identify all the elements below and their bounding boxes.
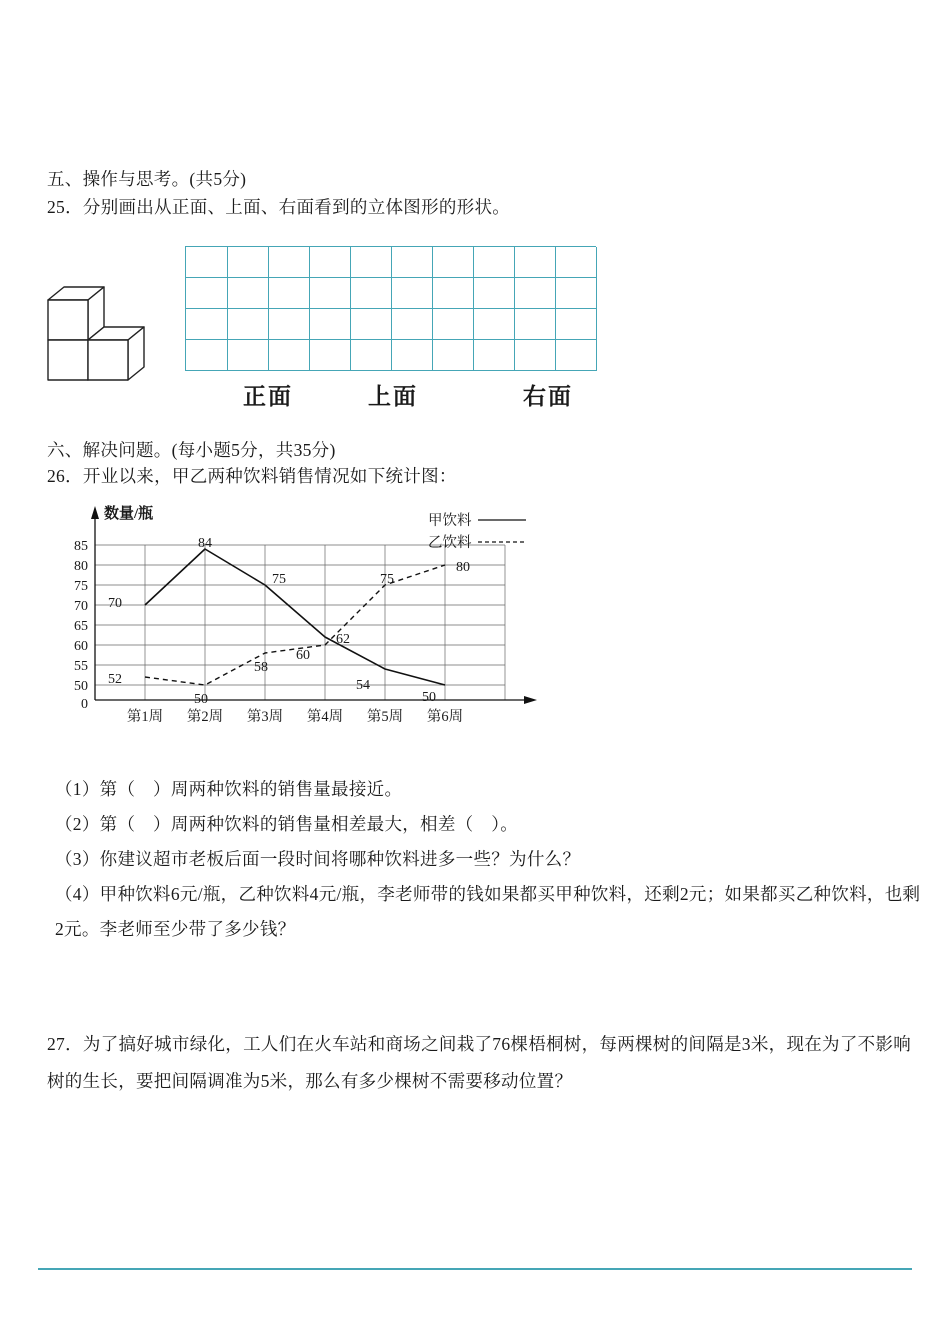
svg-text:54: 54 <box>356 678 370 693</box>
grid-cell <box>391 278 433 309</box>
svg-text:58: 58 <box>254 660 268 675</box>
grid-cell <box>391 309 433 340</box>
grid-cell <box>268 278 310 309</box>
svg-text:70: 70 <box>108 596 122 611</box>
grid-cell <box>391 247 433 278</box>
sales-chart <box>50 495 550 745</box>
subquestion-4: （4）甲种饮料6元/瓶，乙种饮料4元/瓶，李老师带的钱如果都买甲种饮料，还剩2元；如果都买乙种饮料，也剩2元。李老师至少带了多少钱？ <box>55 884 921 939</box>
svg-text:65: 65 <box>74 619 88 634</box>
grid-cell <box>432 247 474 278</box>
grid-cell <box>555 278 597 309</box>
question-27-text: 27．为了搞好城市绿化，工人们在火车站和商场之间栽了76棵梧桐树，每两棵树的间隔是3米，现在为了不影响树的生长，要把间隔调准为5米，那么有多少棵树不需要移动位置？ <box>47 1034 912 1091</box>
svg-text:第1周: 第1周 <box>126 709 164 725</box>
svg-text:70: 70 <box>74 599 88 614</box>
grid-cell <box>227 309 269 340</box>
cube-figure <box>38 272 156 390</box>
view-label-front: 正面 <box>243 384 293 409</box>
grid-cell <box>514 309 556 340</box>
cube-front-face <box>48 300 88 340</box>
grid-cell <box>473 340 515 371</box>
svg-text:乙饮料: 乙饮料 <box>428 535 472 551</box>
grid-cell <box>186 247 228 278</box>
svg-text:60: 60 <box>296 648 310 663</box>
subquestion-2: （2）第（ ）周两种饮料的销售量相差最大，相差（ ）。 <box>55 814 519 834</box>
grid-cell <box>268 309 310 340</box>
view-label-right: 右面 <box>523 384 573 409</box>
grid-cell <box>350 247 392 278</box>
grid-cell <box>309 278 351 309</box>
svg-text:75: 75 <box>74 579 88 594</box>
svg-text:62: 62 <box>336 632 350 647</box>
grid-cell <box>514 340 556 371</box>
grid-cell <box>268 340 310 371</box>
svg-text:第4周: 第4周 <box>306 709 344 725</box>
question-26-subquestions <box>55 772 923 947</box>
grid-cell <box>432 340 474 371</box>
svg-text:50: 50 <box>74 679 88 694</box>
view-label-top: 上面 <box>368 384 418 409</box>
question-25-text: 25．分别画出从正面、上面、右面看到的立体图形的形状。 <box>47 197 511 217</box>
svg-text:85: 85 <box>74 539 88 554</box>
grid-cell <box>227 340 269 371</box>
grid-cell <box>186 278 228 309</box>
grid-cell <box>473 278 515 309</box>
svg-text:50: 50 <box>194 692 208 707</box>
grid-cell <box>268 247 310 278</box>
grid-cell <box>186 309 228 340</box>
svg-text:第5周: 第5周 <box>366 709 404 725</box>
svg-text:第3周: 第3周 <box>246 709 284 725</box>
svg-text:第2周: 第2周 <box>186 709 224 725</box>
grid-cell <box>391 340 433 371</box>
section5-heading: 五、操作与思考。(共5分) <box>47 169 247 189</box>
svg-text:50: 50 <box>422 690 436 705</box>
grid-cell <box>309 247 351 278</box>
grid-cell <box>227 247 269 278</box>
grid-cell <box>309 309 351 340</box>
svg-text:84: 84 <box>198 536 212 551</box>
svg-text:75: 75 <box>380 572 394 587</box>
svg-text:52: 52 <box>108 672 122 687</box>
grid-cell <box>350 278 392 309</box>
svg-text:80: 80 <box>74 559 88 574</box>
page-bottom-rule <box>38 1268 912 1270</box>
cube-front-face <box>48 340 88 380</box>
grid-cell <box>555 247 597 278</box>
question-26-text: 26．开业以来，甲乙两种饮料销售情况如下统计图： <box>47 466 457 486</box>
grid-cell <box>555 340 597 371</box>
grid-cell <box>473 247 515 278</box>
section6-heading: 六、解决问题。(每小题5分，共35分) <box>47 440 336 460</box>
svg-text:0: 0 <box>81 697 88 712</box>
svg-text:第6周: 第6周 <box>426 709 464 725</box>
grid-cell <box>514 247 556 278</box>
svg-text:75: 75 <box>272 572 286 587</box>
grid-cell <box>350 340 392 371</box>
svg-text:数量/瓶: 数量/瓶 <box>104 506 154 522</box>
grid-cell <box>350 309 392 340</box>
svg-text:55: 55 <box>74 659 88 674</box>
subquestion-3: （3）你建议超市老板后面一段时间将哪种饮料进多一些？为什么？ <box>55 849 581 869</box>
svg-text:甲饮料: 甲饮料 <box>428 513 472 529</box>
svg-text:80: 80 <box>456 560 470 575</box>
grid-cell <box>186 340 228 371</box>
grid-cell <box>473 309 515 340</box>
grid-cell <box>432 278 474 309</box>
svg-text:60: 60 <box>74 639 88 654</box>
cube-front-face <box>88 340 128 380</box>
grid-cell <box>555 309 597 340</box>
grid-cell <box>309 340 351 371</box>
grid-cell <box>227 278 269 309</box>
answer-grid <box>185 246 596 371</box>
subquestion-1: （1）第（ ）周两种饮料的销售量最接近。 <box>55 779 403 799</box>
grid-cell <box>514 278 556 309</box>
grid-cell <box>432 309 474 340</box>
